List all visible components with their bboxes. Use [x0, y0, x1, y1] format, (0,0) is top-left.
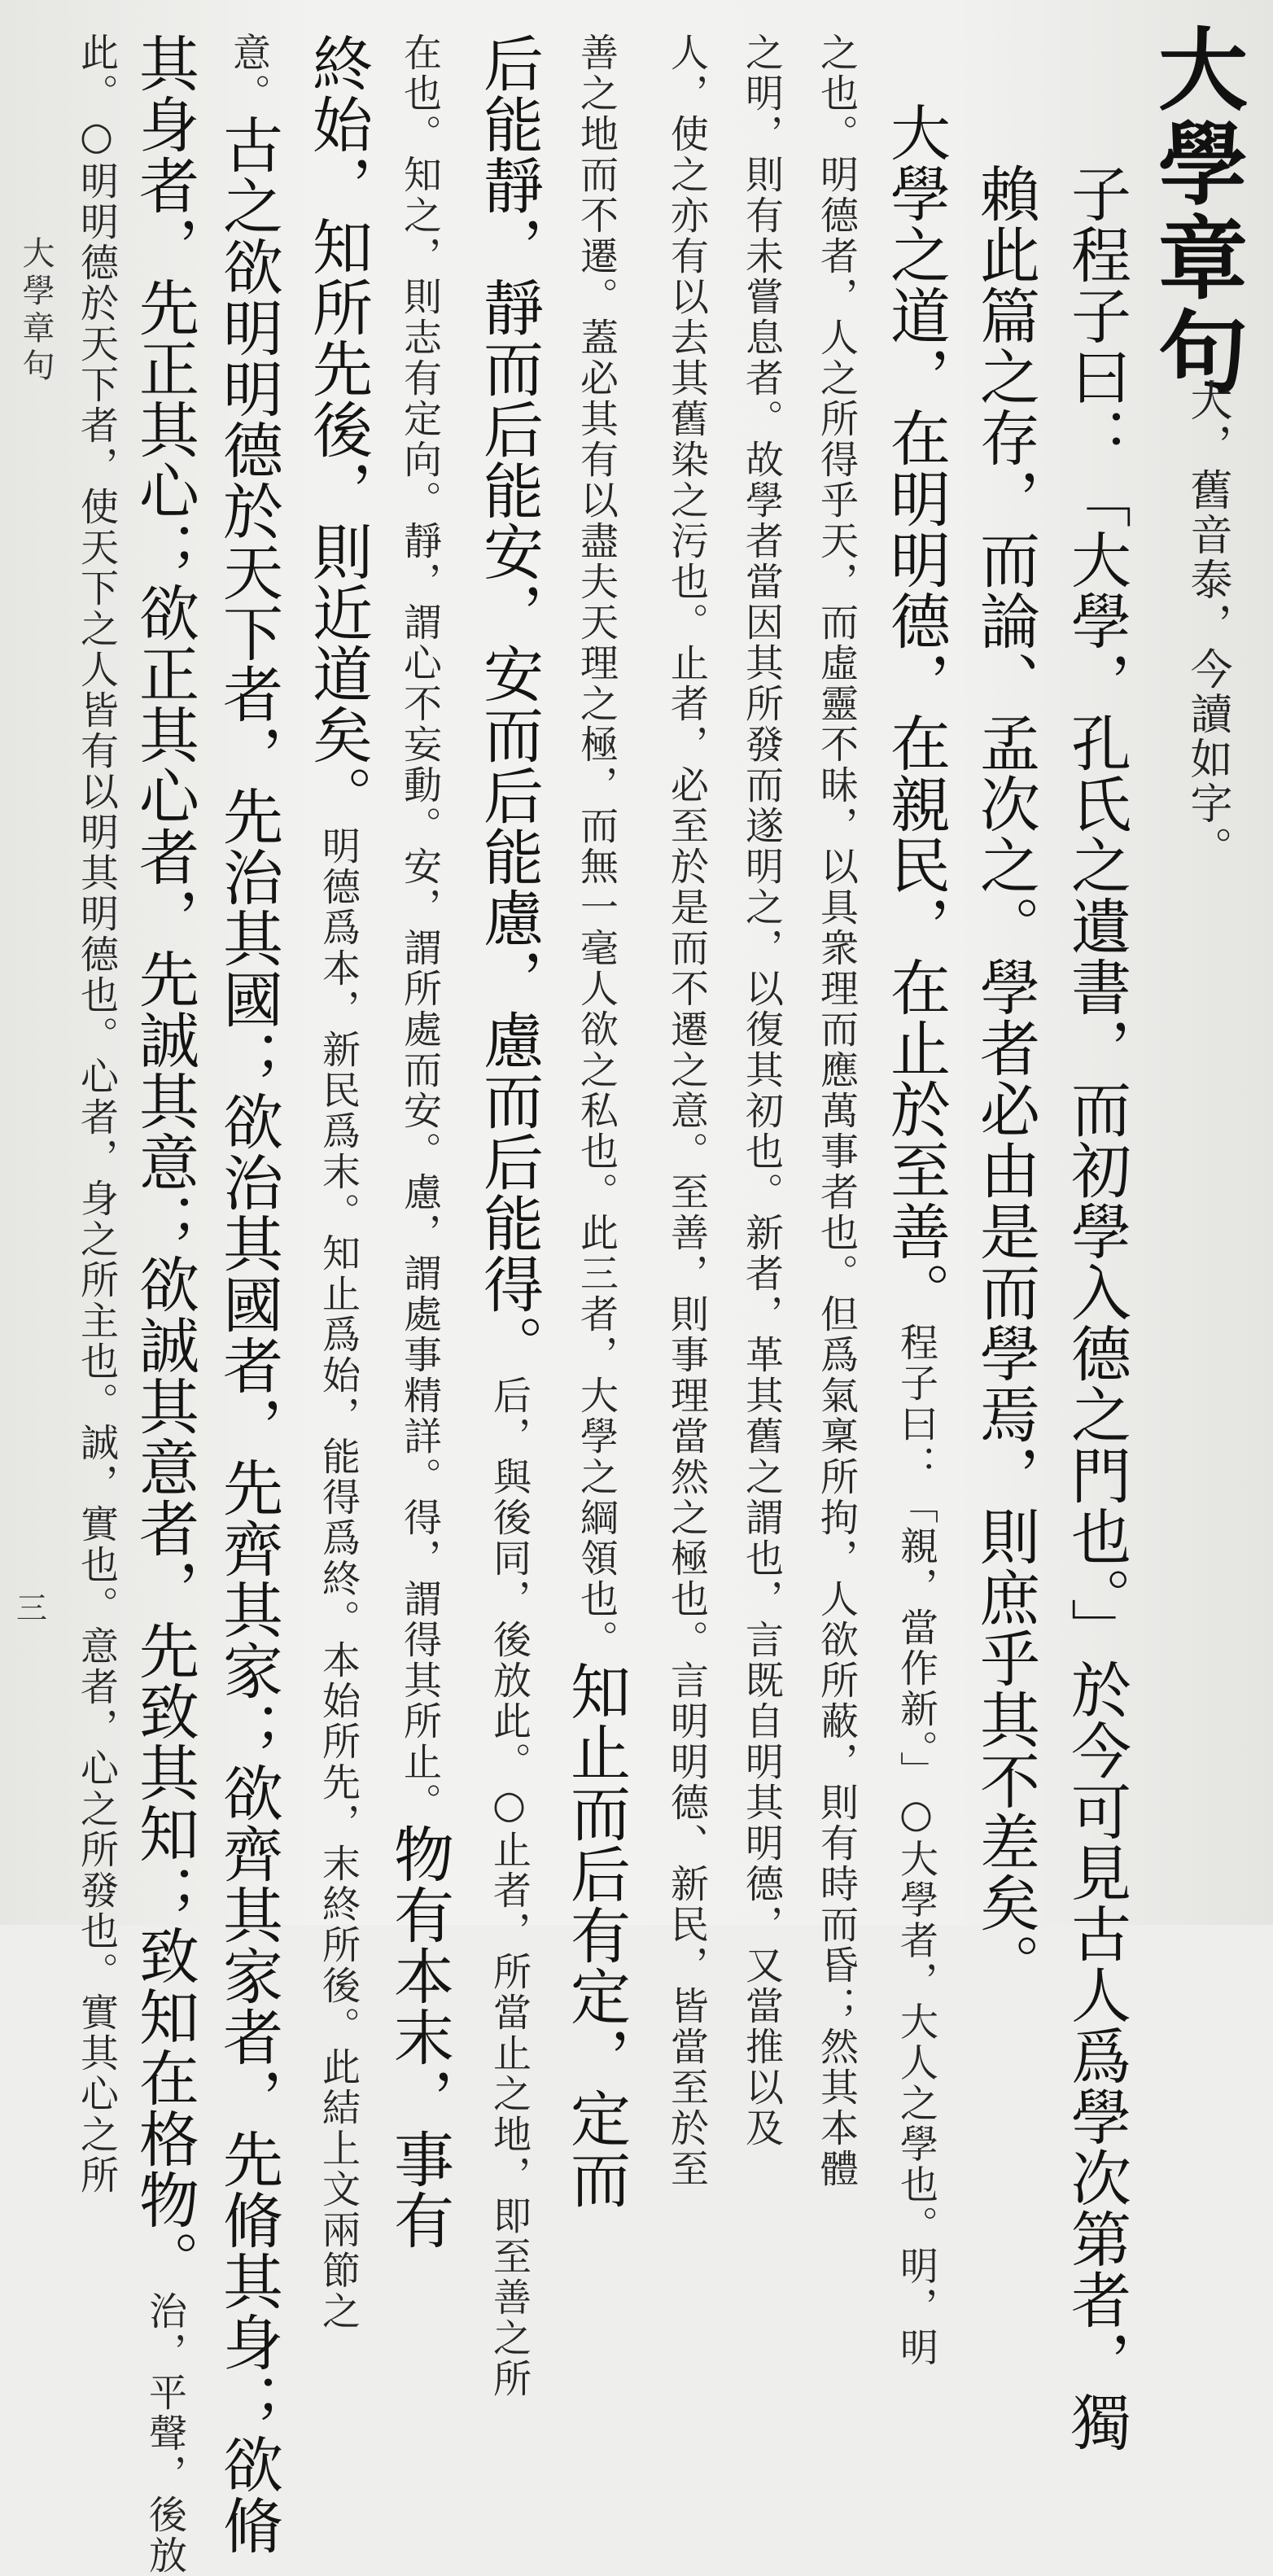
commentary-run: 之明，則有未嘗息者。故學者當因其所發而遂明之，以復其初也。新者，革其舊之謂也，言既自明其明德，又當推以及 [739, 33, 784, 2149]
commentary-run: 在也。知之，則志有定向。靜，謂心不妄動。安，謂所處而安。慮，謂處事精詳。得，謂得其所止。 [397, 33, 442, 1823]
text-column-1 [1061, 163, 1131, 2452]
main-text-run: 物有本末，事有 [384, 1823, 454, 2250]
main-text-run: 后能靜，靜而后能安，安而后能慮，慮而后能得。 [474, 33, 544, 1375]
text-column-12 [129, 33, 199, 2576]
main-text-run: 終始，知所先後，則近道矣。 [303, 33, 373, 826]
main-text-run: 子程子曰：「大學，孔氏之遺書，而初學入德之門也。」於今可見古人爲學次第者，獨 [1061, 163, 1131, 2452]
page-number: 三 [16, 1590, 48, 1626]
commentary-run: 治，平聲，後放 [142, 2291, 187, 2576]
text-column-8 [474, 33, 544, 2399]
commentary-run: 后，與後同，後放此。○止者，所當止之地，即至善之所 [487, 1375, 532, 2399]
main-text-run: 其身者，先正其心；欲正其心者，先誠其意；欲誠其意者，先致其知；致知在格物。 [129, 33, 199, 2291]
text-column-9 [384, 33, 454, 2250]
commentary-run: 此。○明明德於天下者，使天下之人皆有以明其明德也。心者，身之所主也。誠，實也。意者，心之所發也。實其心之所 [74, 33, 119, 2196]
chapter-title: 大學章句 [1144, 23, 1249, 400]
main-text-run: 賴此篇之存，而論、孟次之。學者必由是而學焉，則庶乎其不差矣。 [970, 163, 1040, 1994]
text-column-5 [739, 33, 784, 2149]
commentary-run: 人，使之亦有以去其舊染之污也。止者，必至於是而不遷之意。至善，則事理當然之極也。言明明德、新民，皆當至於至 [664, 33, 709, 2189]
text-column-2 [970, 163, 1040, 1994]
commentary-run: 明德爲本，新民爲末。知止爲始，能得爲終。本始所先，末終所後。此結上文兩節之 [316, 826, 361, 2332]
text-column-11 [213, 33, 283, 2556]
text-column-3 [881, 102, 951, 2368]
commentary-run: 善之地而不遷。蓋必其有以盡夫天理之極，而無一毫人欲之私也。此三者，大學之綱領也。 [574, 33, 619, 1660]
main-text-run: 古之欲明明德於天下者，先治其國；欲治其國者，先齊其家；欲齊其家者，先脩其身；欲脩 [213, 114, 283, 2556]
text-column-10 [303, 33, 373, 2332]
commentary-run: 程子曰：「親，當作新。」○大學者，大人之學也。明，明 [894, 1323, 938, 2368]
main-text-run: 知止而后有定，定而 [561, 1660, 631, 2210]
text-column-4 [814, 33, 859, 2189]
running-head: 大學章句 [17, 236, 55, 386]
commentary-run: 之也。明德者，人之所得乎天，而虛靈不昧，以具衆理而應萬事者也。但爲氣稟所拘，人欲所蔽，則有時而昏；然其本體 [814, 33, 859, 2189]
text-column-7 [561, 33, 631, 2210]
commentary-run: 意。 [226, 33, 271, 114]
text-column-13 [74, 33, 119, 2196]
text-column-6 [664, 33, 709, 2189]
main-text-run: 大學之道，在明明德，在親民，在止於至善。 [881, 102, 951, 1323]
title-pronunciation-note: 大，舊音泰，今讀如字。 [1183, 378, 1231, 871]
